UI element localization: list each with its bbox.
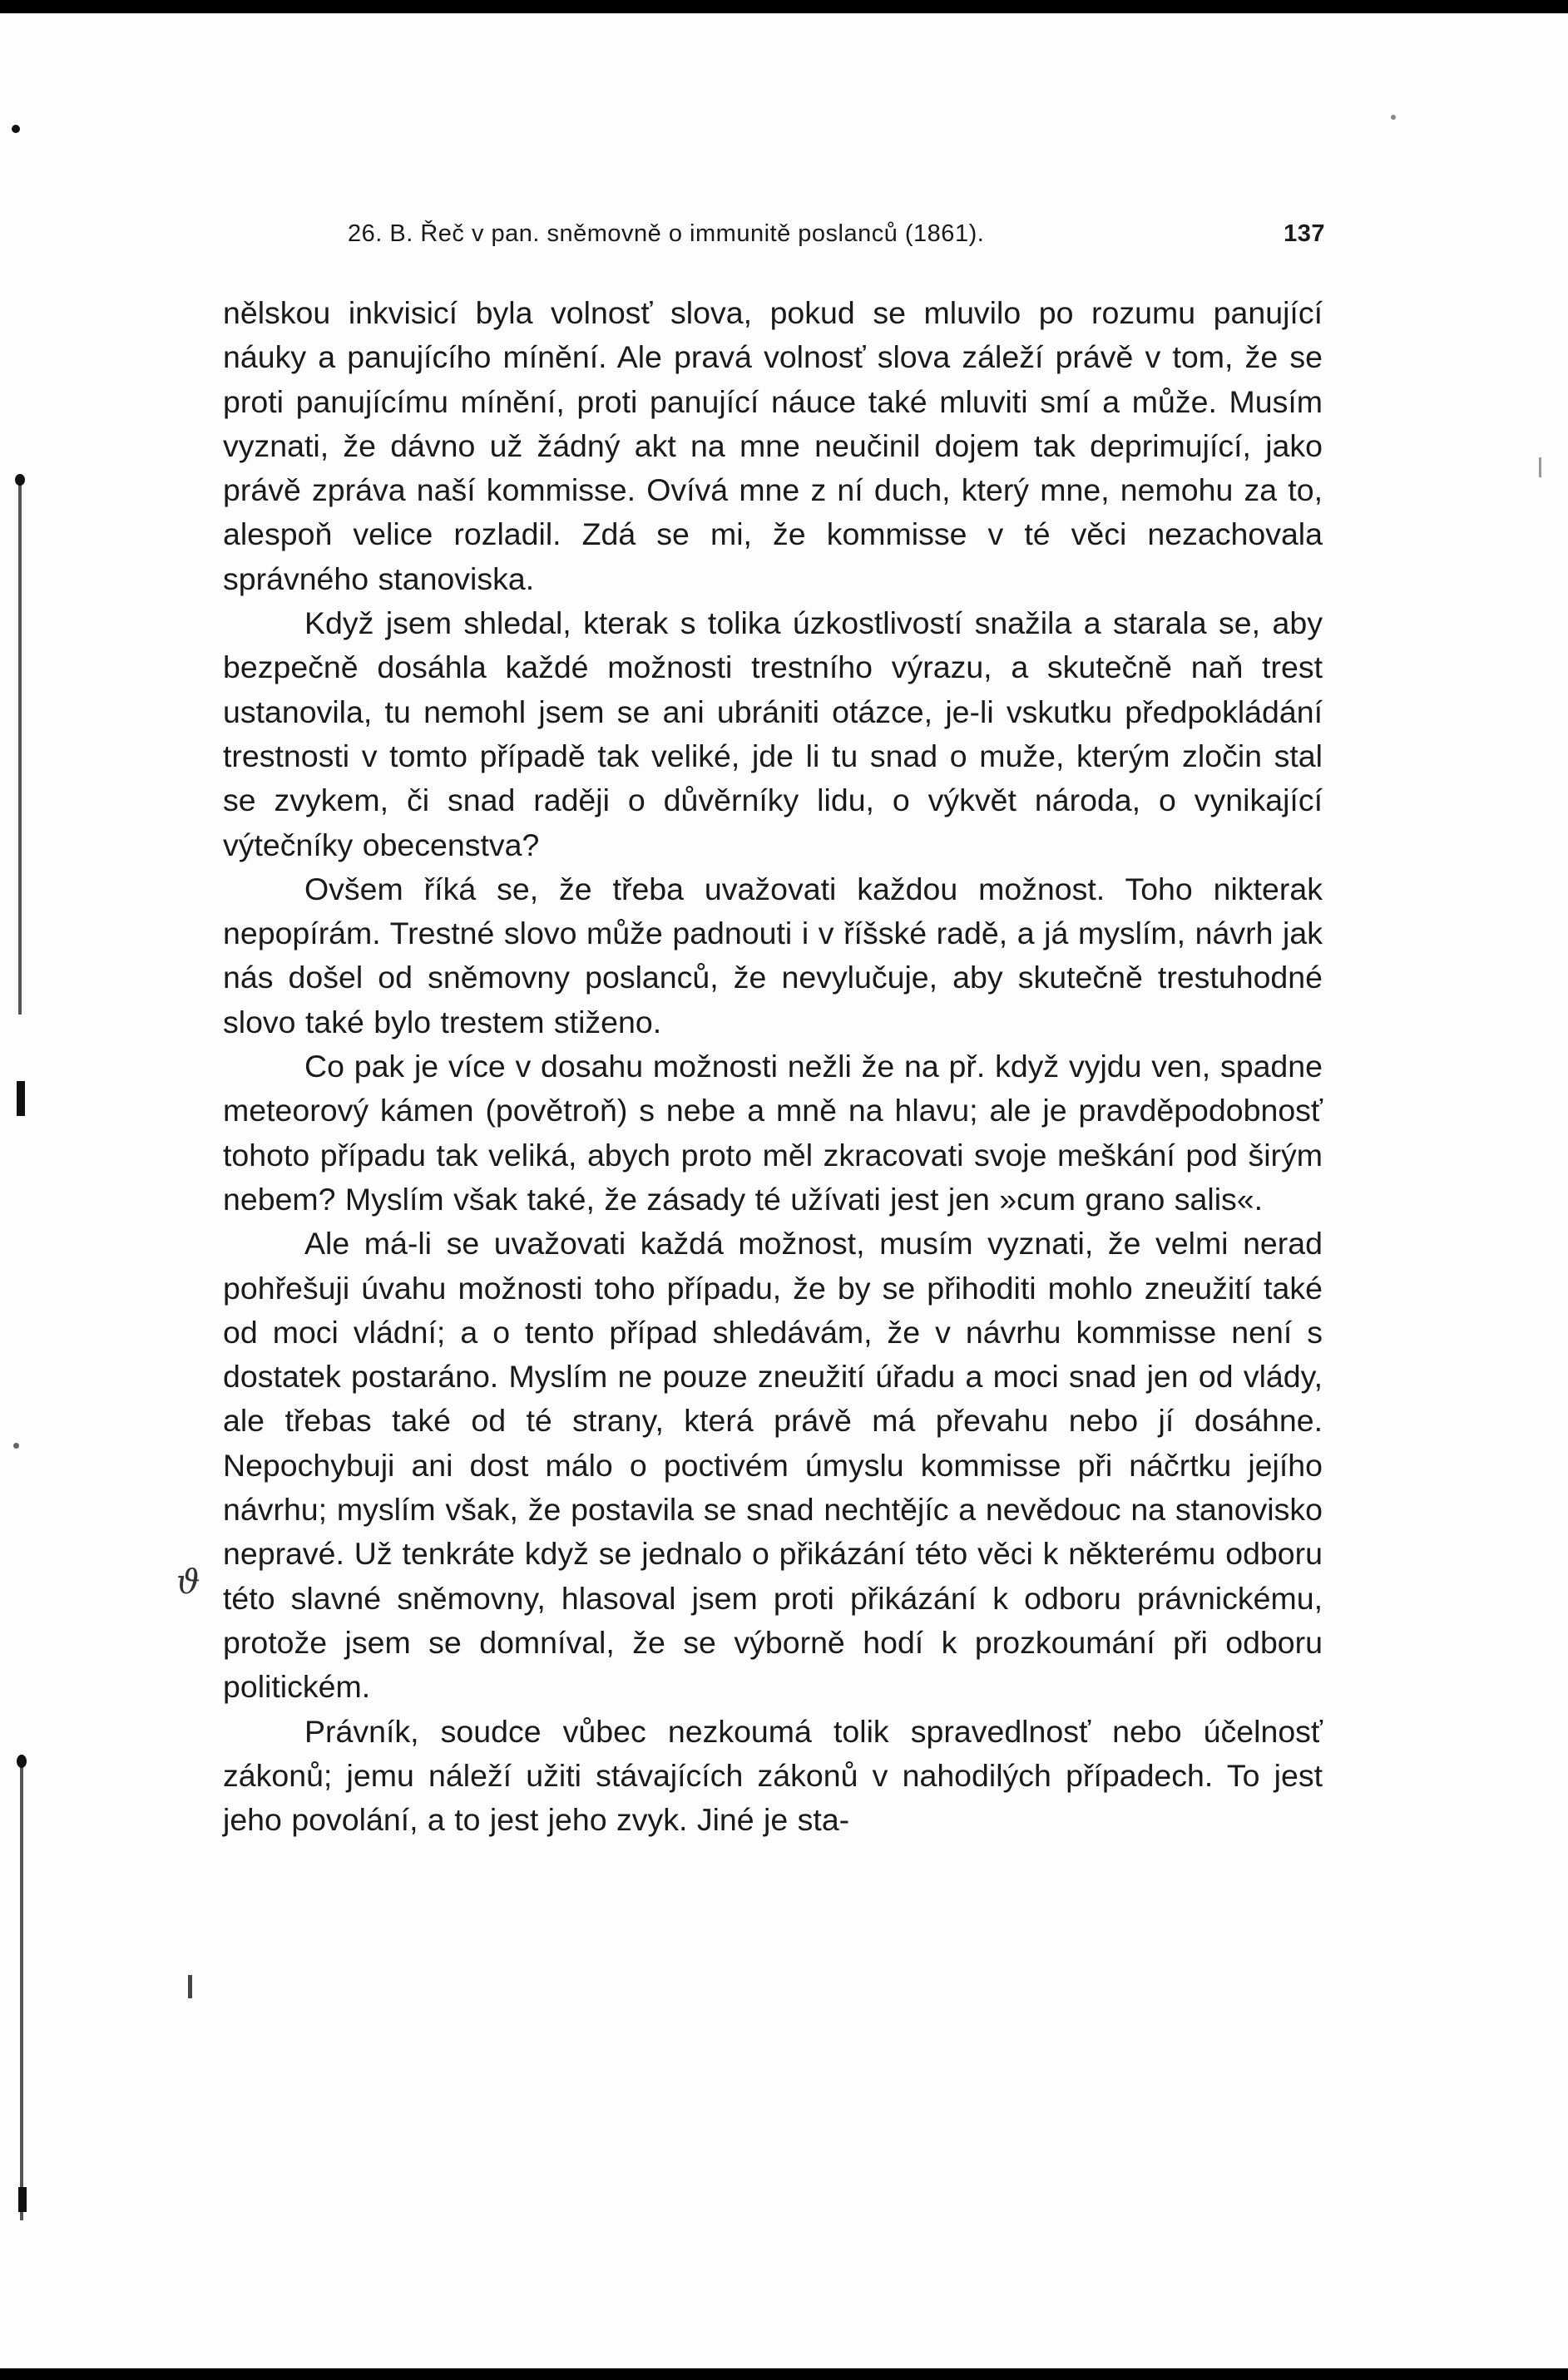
pencil-mark: ϑ bbox=[176, 1563, 200, 1602]
margin-speck bbox=[12, 125, 20, 133]
paragraph: Co pak je více v dosahu možnosti nežli že na př. když vyjdu ven, spadne meteorový kámen (povětroň) s nebe a mně na hlavu; ale je pravděpodobnosť tohoto případu tak veliká, abych proto měl zkracovati svoje meškání pod širým nebem? Myslím však také, že zásady té užívati jest jen »cum grano salis«. bbox=[223, 1049, 1323, 1217]
paragraph: Když jsem shledal, kterak s tolika úzkostlivostí snažila a starala se, aby bezpečně dosáhla každé možnosti trestního výrazu, a skutečně naň trest ustanovila, tu nemohl jsem se ani ubrániti otázce, je-li vskutku předpokládání trestnosti v tomto případě tak veliké, jde li tu snad o muže, kterým zločin stal se zvykem, či snad raději o důvěrníky lidu, o výkvět národa, o vynikající výtečníky obecenstva? bbox=[223, 605, 1323, 862]
page-number: 137 bbox=[1284, 220, 1325, 247]
page-header bbox=[348, 220, 1325, 257]
margin-speck bbox=[1539, 457, 1541, 477]
margin-line bbox=[18, 474, 22, 1015]
margin-speck bbox=[15, 474, 25, 486]
margin-speck bbox=[1391, 115, 1396, 120]
paragraph: nělskou inkvisicí byla volnosť slova, pokud se mluvilo po rozumu panující náuky a panujícího mínění. Ale pravá volnosť slova záleží právě v tom, že se proti panujícímu mínění, proti panující náuce také mluviti smí a může. Musím vyznati, že dávno už žádný akt na mne neučinil dojem tak deprimující, jako právě zpráva naší kommisse. Ovívá mne z ní duch, který mne, nemohu za to, alespoň velice rozladil. Zdá se mi, že kommisse v té věci nezachovala správného stanoviska. bbox=[223, 295, 1323, 596]
paragraph: Ale má-li se uvažovati každá možnost, musím vyznati, že velmi nerad pohřešuji úvahu možnosti toho případu, že by se přihoditi mohlo zneužití také od moci vládní; a o tento případ shledávám, že v návrhu kommisse není s dostatek postaráno. Myslím ne pouze zneužití úřadu a moci snad jen od vlády, ale třebas také od té strany, která právě má převahu nebo jí dosáhne. Nepochybuji ani dost málo o poctivém úmyslu kommisse při náčrtku jejího návrhu; myslím však, že postavila se snad nechtějíc a nevědouc na stanovisko nepravé. Už tenkráte když se jednalo o přikázání této věci k některému odboru této slavné sněmovny, hlasoval jsem proti přikázání k odboru právnickému, protože jsem se domníval, že se výborně hodí k prozkoumání při odboru politickém. bbox=[223, 1226, 1323, 1705]
paragraph: Právník, soudce vůbec nezkoumá tolik spravedlnosť nebo účelnosť zákonů; jemu náleží užiti stávajících zákonů v nahodilých případech. To jest jeho povolání, a to jest jeho zvyk. Jiné je sta- bbox=[223, 1713, 1323, 1838]
running-title: 26. B. Řeč v pan. sněmovně o immunitě poslanců (1861). bbox=[348, 220, 985, 247]
scan-edge-bottom bbox=[0, 2368, 1568, 2380]
margin-speck bbox=[17, 1081, 25, 1116]
margin-speck bbox=[18, 2187, 27, 2212]
margin-speck bbox=[13, 1443, 19, 1449]
margin-line bbox=[20, 1755, 23, 2220]
scan-edge-top bbox=[0, 0, 1568, 13]
body-text bbox=[223, 291, 1323, 1842]
margin-speck bbox=[188, 1975, 192, 1998]
margin-speck bbox=[17, 1755, 27, 1768]
paragraph: Ovšem říká se, že třeba uvažovati každou možnost. Toho nikterak nepopírám. Trestné slovo může padnouti i v říšské radě, a já myslím, návrh jak nás došel od sněmovny poslanců, že nevylučuje, aby skutečně trestuhodné slovo také bylo trestem stiženo. bbox=[223, 871, 1323, 1039]
